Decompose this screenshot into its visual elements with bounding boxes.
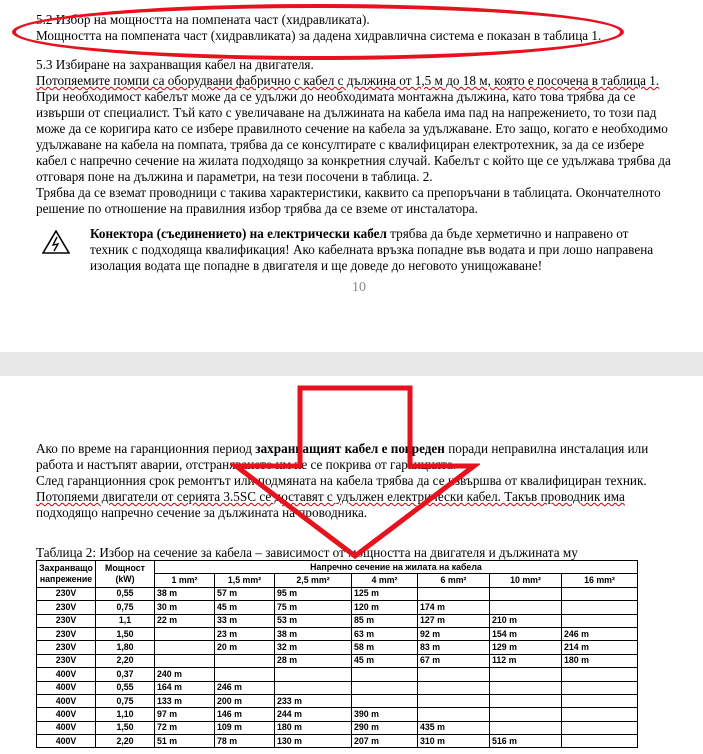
cell-length: 109 m: [215, 721, 275, 734]
table-row: [37, 641, 638, 654]
cell-length: [562, 601, 638, 614]
cell-length: 290 m: [352, 721, 418, 734]
cell-power: 1,10: [96, 708, 155, 721]
cell-voltage: 400V: [37, 681, 96, 694]
cell-length: [490, 668, 562, 681]
cell-length: 214 m: [562, 641, 638, 654]
table-row: [37, 627, 638, 640]
cell-length: [490, 587, 562, 600]
cell-length: 97 m: [155, 708, 215, 721]
section-5-3-title: 5.3 Избиране на захранващия кабел на двигателя.: [36, 57, 314, 72]
cell-voltage: 230V: [37, 654, 96, 667]
warning-bold-text: Конектора (съединението) на електрически кабел: [90, 226, 387, 241]
cell-length: 63 m: [352, 627, 418, 640]
section-5-2-title: 5.2 Избор на мощността на помпената част (хидравликата).: [36, 12, 370, 27]
cell-length: 435 m: [418, 721, 490, 734]
section-5-2-body: Мощността на помпената част (хидравликата) за дадена хидравлична система е показан в таблица 1.: [36, 28, 602, 43]
header-voltage: Захранващо напрежение: [37, 561, 96, 588]
cell-length: [562, 735, 638, 748]
cell-length: 125 m: [352, 587, 418, 600]
cell-length: 23 m: [215, 627, 275, 640]
warranty-text: Ако по време на гаранционния период: [36, 441, 256, 456]
cell-power: 0,75: [96, 694, 155, 707]
header-cross-section: Напречно сечение на жилата на кабела: [155, 561, 638, 574]
cell-length: 154 m: [490, 627, 562, 640]
cell-length: [155, 654, 215, 667]
warning-line-3: изолация водата ще попадне в двигателя и ще доведе до неговото унищожаване!: [90, 258, 543, 273]
cell-length: 146 m: [215, 708, 275, 721]
header-power: Мощност (kW): [96, 561, 155, 588]
cell-length: [562, 668, 638, 681]
cell-length: [562, 681, 638, 694]
table-row: [37, 694, 638, 707]
cell-length: [352, 694, 418, 707]
cell-length: [562, 694, 638, 707]
cell-length: 72 m: [155, 721, 215, 734]
paragraph-line: удължаване на кабела на помпата, трябва да се консултирате с квалифициран електротехник, за да се избере: [36, 137, 645, 152]
warranty-line-3: След гаранционния срок ремонтът или подмяната на кабела трябва да се извършва от квалифициран техник.: [36, 473, 647, 488]
header-section-10: 10 mm²: [490, 574, 562, 587]
cell-length: [562, 721, 638, 734]
cell-length: 233 m: [275, 694, 352, 707]
cell-voltage: 400V: [37, 668, 96, 681]
cable-section-table: [36, 560, 638, 748]
cell-length: [490, 681, 562, 694]
cell-voltage: 230V: [37, 614, 96, 627]
cell-voltage: 400V: [37, 735, 96, 748]
cell-length: 207 m: [352, 735, 418, 748]
cell-length: [562, 708, 638, 721]
motors-line-2: подходящо напречно сечение за дължината на проводника.: [36, 505, 368, 520]
high-voltage-warning-icon: [42, 230, 70, 254]
cell-length: 83 m: [418, 641, 490, 654]
header-section-16: 16 mm²: [562, 574, 638, 587]
table-row: [37, 721, 638, 734]
warranty-text-end: поради неправилна инсталация или: [444, 441, 649, 456]
cell-length: 120 m: [352, 601, 418, 614]
cell-voltage: 400V: [37, 694, 96, 707]
cell-power: 2,20: [96, 654, 155, 667]
cell-length: 310 m: [418, 735, 490, 748]
cell-length: 246 m: [562, 627, 638, 640]
cell-length: 57 m: [215, 587, 275, 600]
cell-length: 53 m: [275, 614, 352, 627]
table-row: [37, 654, 638, 667]
red-highlight-oval: [12, 4, 624, 60]
cell-power: 1,50: [96, 721, 155, 734]
cell-length: 129 m: [490, 641, 562, 654]
cell-length: [418, 694, 490, 707]
cell-length: [418, 708, 490, 721]
cell-length: 164 m: [155, 681, 215, 694]
cell-power: 2,20: [96, 735, 155, 748]
cell-power: 0,55: [96, 587, 155, 600]
cell-length: [418, 668, 490, 681]
cell-length: 28 m: [275, 654, 352, 667]
cell-power: 0,75: [96, 601, 155, 614]
header-section-4: 4 mm²: [352, 574, 418, 587]
cell-voltage: 400V: [37, 721, 96, 734]
red-down-arrow-annotation: [230, 384, 480, 564]
cell-length: [352, 681, 418, 694]
cell-length: [275, 681, 352, 694]
cell-length: 45 m: [215, 601, 275, 614]
table-row: [37, 587, 638, 600]
table-caption: Таблица 2: Избор на сечение за кабела – зависимост от мощността на двигателя и дължината му: [36, 545, 578, 560]
cell-length: [490, 601, 562, 614]
cell-length: 75 m: [275, 601, 352, 614]
cell-voltage: 400V: [37, 708, 96, 721]
cell-length: 92 m: [418, 627, 490, 640]
cell-voltage: 230V: [37, 627, 96, 640]
cell-length: 85 m: [352, 614, 418, 627]
cell-length: 78 m: [215, 735, 275, 748]
cell-length: 180 m: [275, 721, 352, 734]
paragraph-line: При необходимост кабелът може да се удължи до необходимата монтажна дължина, като това трябва да се: [36, 89, 636, 104]
table-row: [37, 614, 638, 627]
cell-length: 246 m: [215, 681, 275, 694]
cell-power: 0,37: [96, 668, 155, 681]
paragraph-line: Трябва да се вземат проводници с такива характеристики, каквито са препоръчани в таблицата. Окончателното: [36, 185, 661, 200]
warning-line-1: [90, 226, 628, 242]
table-row: [37, 681, 638, 694]
cell-length: [155, 641, 215, 654]
cell-length: 38 m: [155, 587, 215, 600]
header-section-1: 1 mm²: [155, 574, 215, 587]
cell-length: [418, 587, 490, 600]
cell-length: 51 m: [155, 735, 215, 748]
cell-length: [352, 668, 418, 681]
cell-length: 390 m: [352, 708, 418, 721]
cell-length: [490, 721, 562, 734]
cell-length: 516 m: [490, 735, 562, 748]
paragraph-line: може да се коригира като се избере правилното сечение на кабела за удължаване. Ето защо, когато е необходимо: [36, 121, 668, 136]
header-section-1-5: 1,5 mm²: [215, 574, 275, 587]
cell-length: [275, 668, 352, 681]
cell-length: 112 m: [490, 654, 562, 667]
cell-length: 22 m: [155, 614, 215, 627]
cell-length: 30 m: [155, 601, 215, 614]
cell-length: 95 m: [275, 587, 352, 600]
cell-length: 200 m: [215, 694, 275, 707]
table-row: [37, 668, 638, 681]
cell-voltage: 230V: [37, 587, 96, 600]
warranty-line-2: работа и настъпят аварии, отстраняването им не се покрива от гаранцията.: [36, 457, 457, 472]
cell-length: [215, 654, 275, 667]
cell-voltage: 230V: [37, 641, 96, 654]
cell-length: 67 m: [418, 654, 490, 667]
cell-length: 180 m: [562, 654, 638, 667]
table-row: [37, 601, 638, 614]
cell-length: 127 m: [418, 614, 490, 627]
paragraph-line: Потопяемите помпи са оборудвани фабрично с кабел с дължина от 1,5 м до 18 м, която е посочена в таблица 1.: [36, 73, 660, 88]
cell-length: 38 m: [275, 627, 352, 640]
page-separator: [0, 352, 703, 376]
table-row: [37, 708, 638, 721]
paragraph-line: извърши от специалист. Тъй като с увеличаване на дължината на кабела има пад на напрежението, то този пад: [36, 105, 657, 120]
cell-power: 1,50: [96, 627, 155, 640]
cell-length: [155, 627, 215, 640]
cell-length: 58 m: [352, 641, 418, 654]
cell-length: [562, 614, 638, 627]
cell-length: [490, 708, 562, 721]
cell-length: 244 m: [275, 708, 352, 721]
header-section-2-5: 2,5 mm²: [275, 574, 352, 587]
motors-line-1: Потопяеми двигатели от серията 3.5SC се доставят с удължен електрически кабел. Такъв проводник има: [36, 489, 625, 504]
cell-voltage: 230V: [37, 601, 96, 614]
cell-length: 20 m: [215, 641, 275, 654]
table-body: [37, 587, 638, 748]
cell-length: [562, 587, 638, 600]
cell-length: 32 m: [275, 641, 352, 654]
header-section-6: 6 mm²: [418, 574, 490, 587]
cell-length: 240 m: [155, 668, 215, 681]
cell-length: [215, 668, 275, 681]
cell-length: 133 m: [155, 694, 215, 707]
cell-power: 1,1: [96, 614, 155, 627]
cell-length: 174 m: [418, 601, 490, 614]
cell-length: [418, 681, 490, 694]
paragraph-line: отговаря поне на дължина и параметри, на тези посочени в таблица. 2.: [36, 169, 433, 184]
warning-line-2: техник с подходяща квалификация! Ако кабелната връзка попадне във водата и при лошо направена: [90, 242, 654, 257]
cell-length: 210 m: [490, 614, 562, 627]
cell-length: [490, 694, 562, 707]
cell-power: 1,80: [96, 641, 155, 654]
cell-length: 45 m: [352, 654, 418, 667]
warranty-bold-text: захранващият кабел е повреден: [255, 441, 445, 456]
cell-power: 0,55: [96, 681, 155, 694]
cell-length: 130 m: [275, 735, 352, 748]
page-number: 10: [352, 280, 366, 295]
paragraph-line: решение по отношение на правилния избор трябва да се вземе от инсталатора.: [36, 201, 478, 216]
cell-length: 33 m: [215, 614, 275, 627]
paragraph-line: кабел с напречно сечение на жилата подходящо за конкретния случай. Кабелът с който ще се удължава трябва да: [36, 153, 671, 168]
warning-text: трябва да бъде херметично и направено от: [386, 226, 629, 241]
table-row: [37, 735, 638, 748]
